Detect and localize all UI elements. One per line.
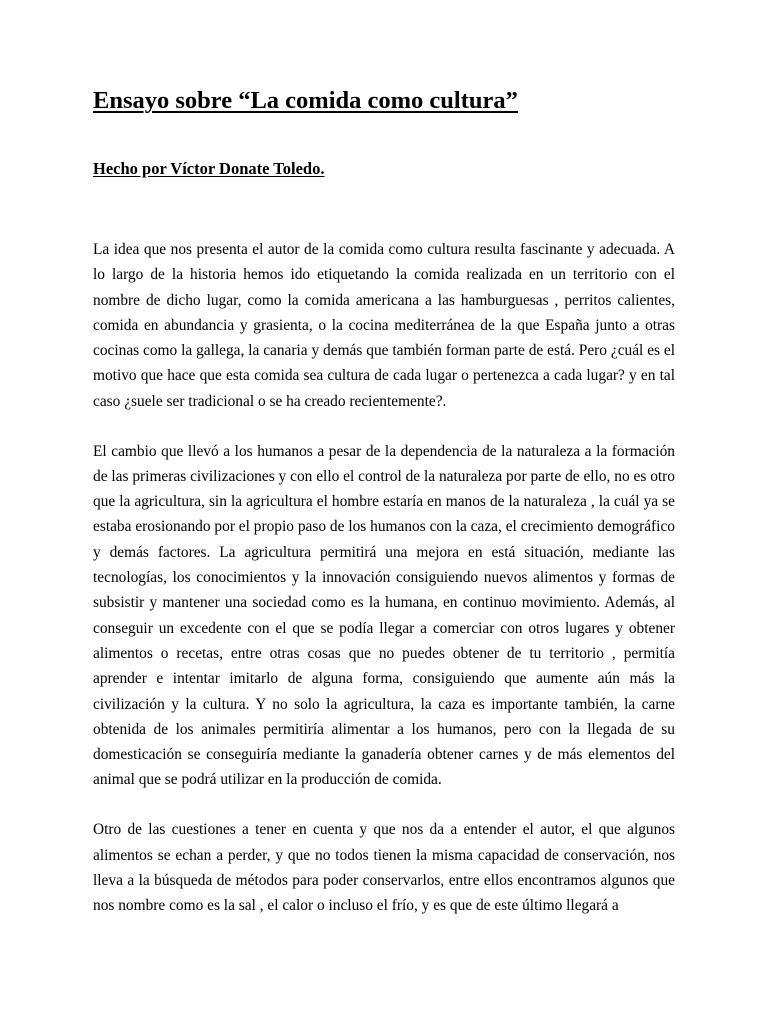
paragraph-1: La idea que nos presenta el autor de la comida como cultura resulta fascinante y adecuada. A lo largo de la historia hemos ido etiquetando la comida realizada en un territorio con el nombre de dicho lugar, como la comida americana a las hamburguesas , perritos calientes, comida en abundancia y grasienta, o la cocina mediterránea de la que España junto a otras cocinas como la gallega, la canaria y demás que también forman parte de está. Pero ¿cuál es el motivo que hace que esta comida sea cultura de cada lugar o pertenezca a cada lugar? y en tal caso ¿suele ser tradicional o se ha creado recientemente?. — [93, 241, 675, 410]
paragraph-2: El cambio que llevó a los humanos a pesar de la dependencia de la naturaleza a la formación de las primeras civilizaciones y con ello el control de la naturaleza por parte de ello, no es otro que la agricultura, sin la agricultura el hombre estaría en manos de la naturaleza , la cuál ya se estaba erosionando por el propio paso de los humanos con la caza, el crecimiento demográfico y demás factores. La agricultura permitirá una mejora en está situación, mediante las tecnologías, los conocimientos y la innovación consiguiendo nuevos alimentos y formas de subsistir y mantener una sociedad como es la humana, en continuo movimiento. Además, al conseguir un excedente con el que se podía llegar a comerciar con otros lugares y obtener alimentos o recetas, entre otras cosas que no puedes obtener de tu territorio , permitía aprender e intentar imitarlo de alguna forma, consiguiendo que aumente aún más la civilización y la cultura. Y no solo la agricultura, la caza es importante también, la carne obtenida de los animales permitiría alimentar a los humanos, pero con la llegada de su domesticación se conseguiría mediante la ganadería obtener carnes y de más elementos del animal que se podrá utilizar en la producción de comida. — [93, 442, 675, 789]
essay-body — [93, 237, 675, 943]
essay-title: Ensayo sobre “La comida como cultura” — [93, 87, 518, 114]
author-line: Hecho por Víctor Donate Toledo. — [93, 159, 325, 178]
paragraph-3: Otro de las cuestiones a tener en cuenta y que nos da a entender el autor, el que algunos alimentos se echan a perder, y que no todos tienen la misma capacidad de conservación, nos lleva a la búsqueda de métodos para poder conservarlos, entre ellos encontramos algunos que nos nombre como es la sal , el calor o incluso el frío, y es que de este último llegará a — [93, 821, 675, 915]
